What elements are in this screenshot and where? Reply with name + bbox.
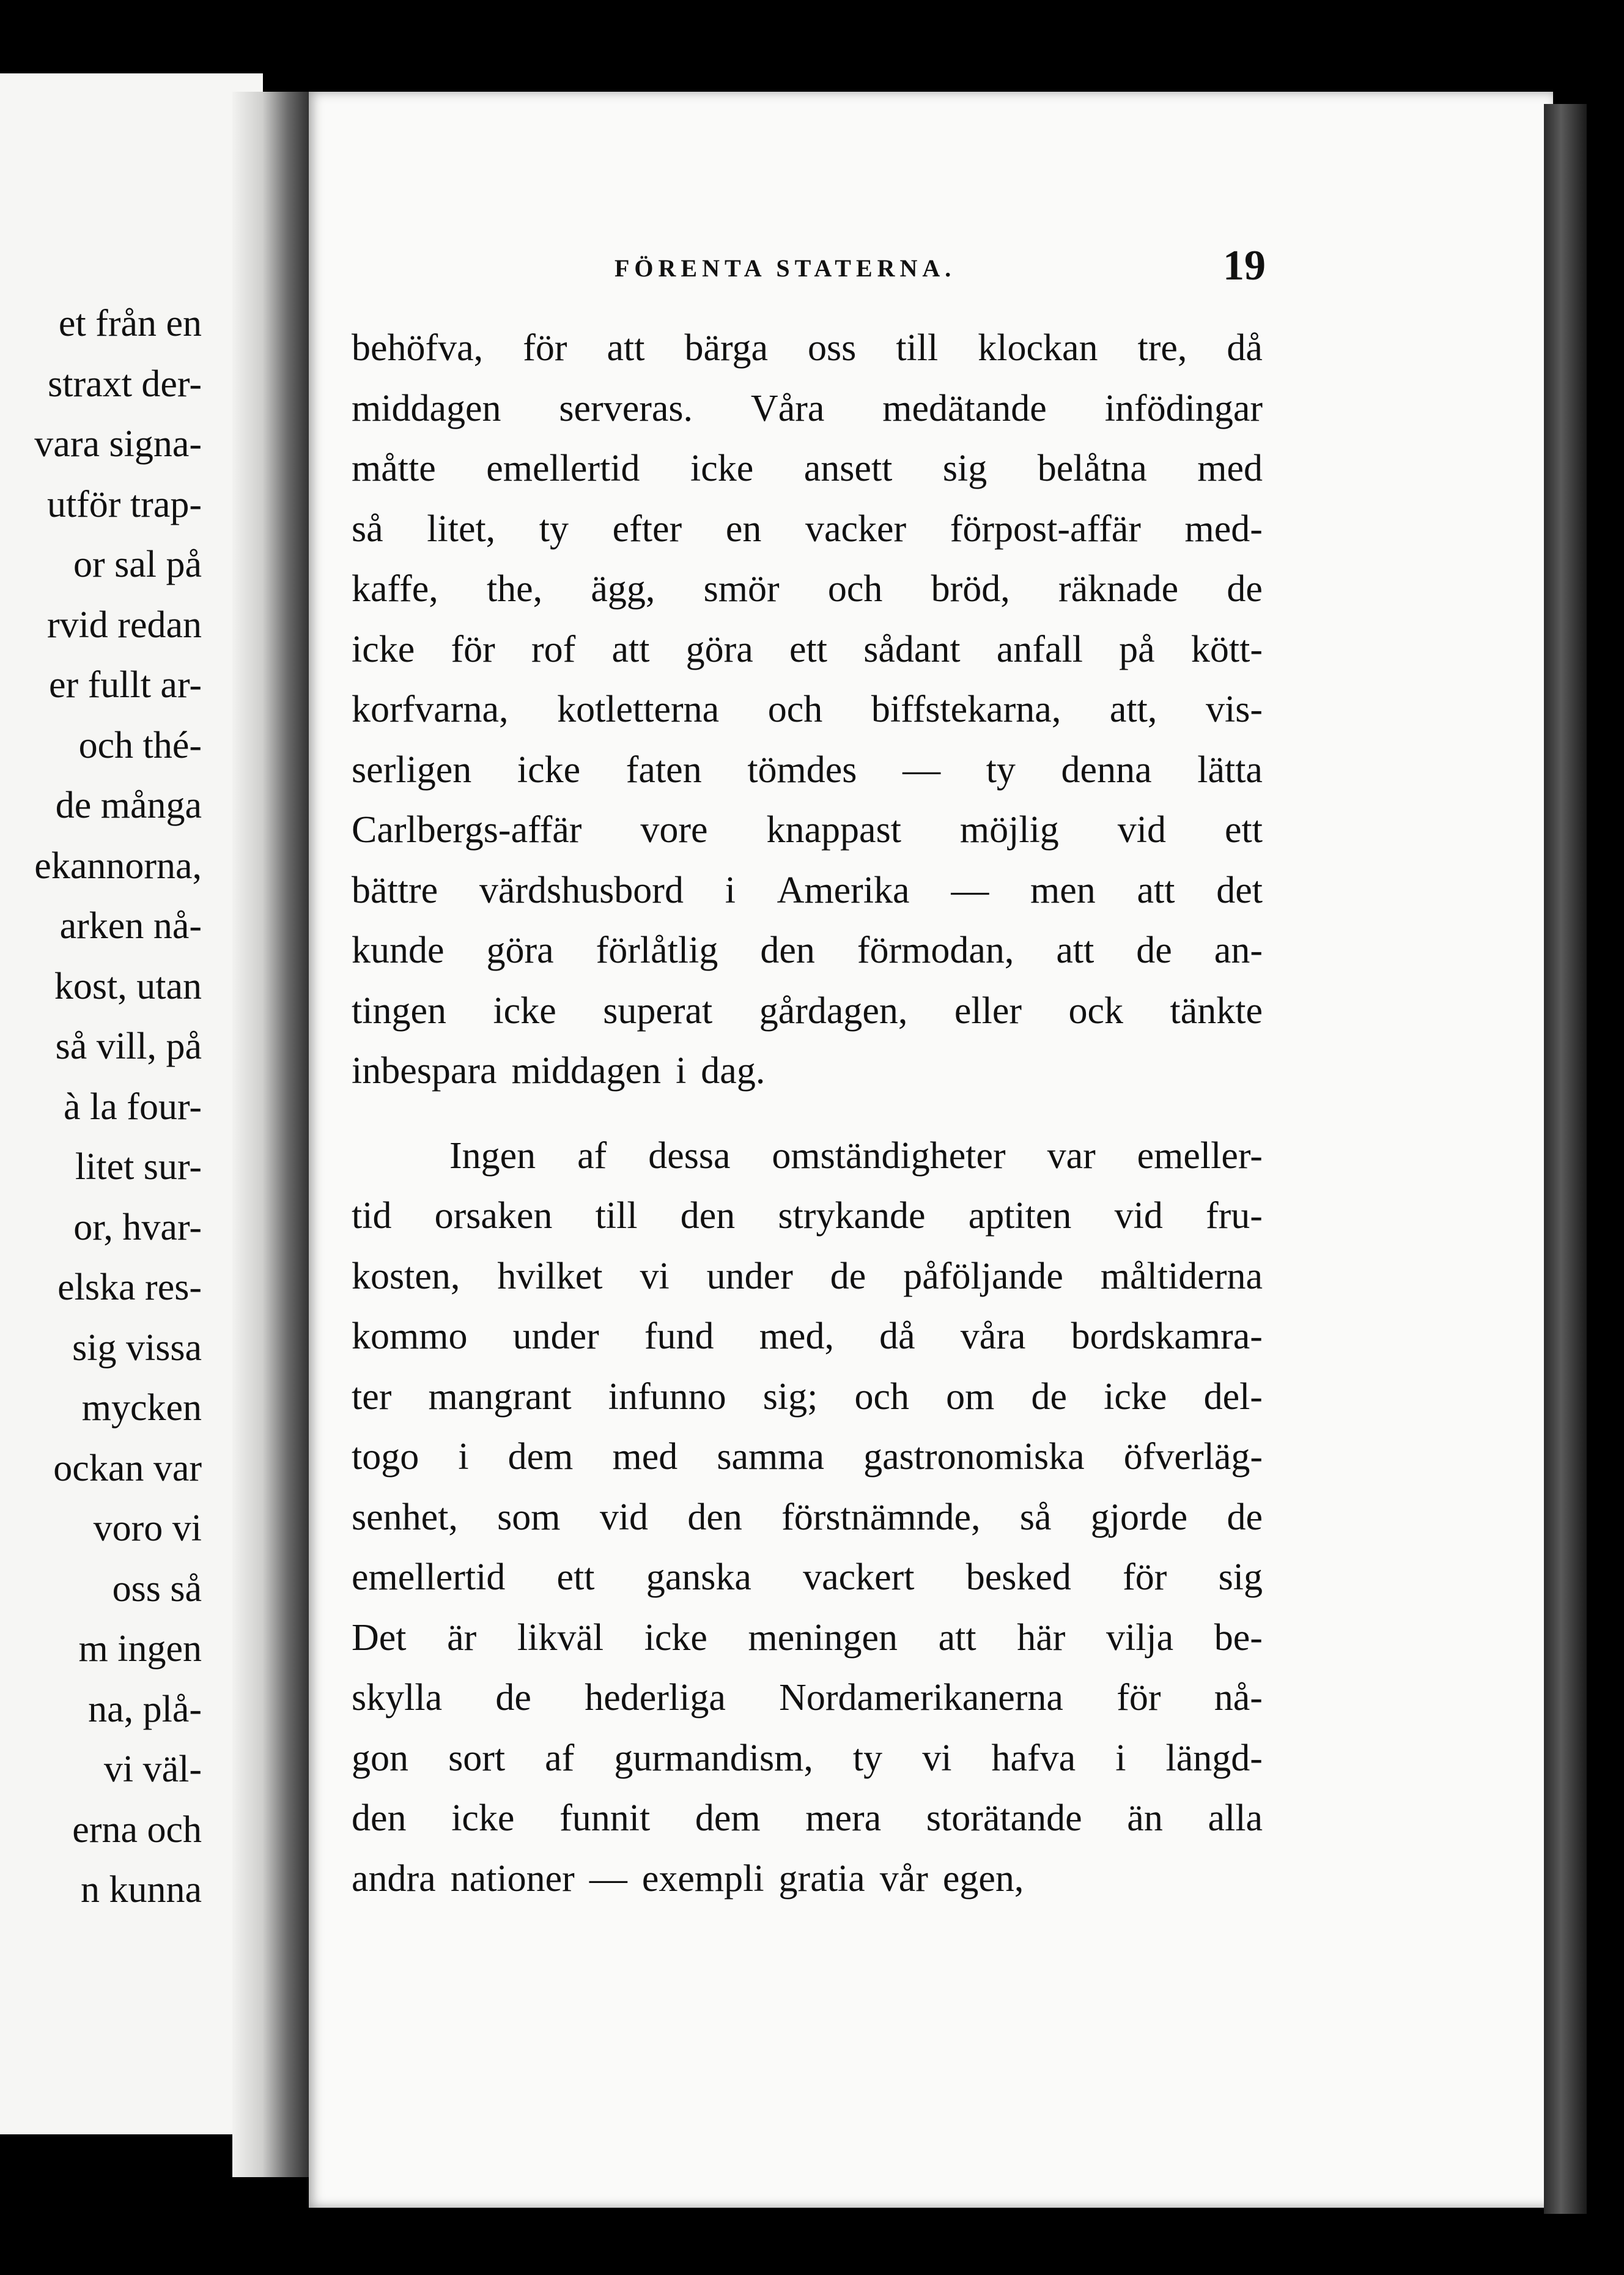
text-line: ter mangrant infunno sig; och om de icke del-	[352, 1375, 1263, 1418]
text-line: korfvarna, kotletterna och biffstekarna, att, vis-	[352, 689, 1263, 730]
text-line: kosten, hvilket vi under de påföljande måltiderna	[352, 1255, 1263, 1297]
left-page-line: vi väl-	[103, 1748, 202, 1790]
left-page-line: elska res-	[57, 1267, 202, 1308]
running-head: FÖRENTA STATERNA.	[615, 254, 956, 282]
left-page-line: så vill, på	[55, 1026, 202, 1067]
left-page-line: ekannorna,	[34, 845, 202, 887]
text-line: skylla de hederliga Nordamerikanerna för nå-	[352, 1677, 1263, 1718]
text-line: middagen serveras. Våra medätande infödingar	[352, 387, 1263, 429]
text-line: Det är likväl icke meningen att här vilja be-	[352, 1616, 1263, 1659]
text-line: den icke funnit dem mera storätande än alla	[352, 1797, 1263, 1839]
text-line: gon sort af gurmandism, ty vi hafva i längd-	[352, 1737, 1263, 1779]
left-page-line: or, hvar-	[73, 1206, 202, 1248]
left-page-line: er fullt ar-	[48, 664, 202, 706]
left-page-line: n kunna	[80, 1869, 202, 1911]
text-line: togo i dem med samma gastronomiska öfverläg-	[352, 1436, 1263, 1478]
left-page-line: sig vissa	[72, 1326, 202, 1369]
text-line: serligen icke faten tömdes — ty denna lätta	[352, 749, 1263, 791]
page-number: 19	[1223, 242, 1266, 289]
paragraph-1	[352, 318, 1263, 1101]
text-line: så litet, ty efter en vacker förpost-affär med-	[352, 508, 1263, 550]
text-line: icke för rof att göra ett sådant anfall på kött-	[352, 628, 1263, 670]
left-page-line: erna och	[72, 1808, 202, 1851]
text-line: senhet, som vid den förstnämnde, så gjorde de	[352, 1496, 1263, 1538]
left-page-line: na, plå-	[88, 1688, 202, 1730]
left-page-line: ockan var	[53, 1447, 202, 1489]
text-line: tingen icke superat gårdagen, eller ock tänkte	[352, 990, 1263, 1032]
text-line: tid orsaken till den strykande aptiten vid fru-	[352, 1195, 1263, 1237]
text-line: emellertid ett ganska vackert besked för sig	[352, 1556, 1263, 1598]
left-page-text	[0, 294, 202, 1920]
paragraph-2	[352, 1126, 1263, 1909]
left-page-line: de många	[55, 785, 202, 826]
left-page-line: straxt der-	[48, 363, 202, 405]
text-line: bättre värdshusbord i Amerika — men att det	[352, 869, 1263, 911]
left-page-line: utför trap-	[46, 483, 202, 525]
text-line: andra nationer — exempli gratia vår egen,	[352, 1857, 1024, 1900]
text-line: Carlbergs-affär vore knappast möjlig vid ett	[352, 809, 1263, 851]
text-line: Ingen af dessa omständigheter var emeller-	[449, 1134, 1263, 1177]
text-line: kunde göra förlåtlig den förmodan, att de an-	[352, 930, 1263, 971]
left-page-line: et från en	[58, 303, 202, 344]
left-page-line: kost, utan	[54, 965, 202, 1007]
left-page-line: mycken	[81, 1387, 202, 1429]
text-line: behöfva, för att bärga oss till klockan tre, då	[352, 327, 1263, 369]
left-page-line: och thé-	[78, 724, 202, 766]
left-page-line: à la four-	[64, 1086, 202, 1128]
left-page-line: or sal på	[73, 544, 202, 585]
page-edge	[1544, 104, 1587, 2214]
left-page-line: voro vi	[93, 1507, 202, 1549]
left-page-line: rvid redan	[46, 604, 202, 646]
text-line: kommo under fund med, då våra bordskamra-	[352, 1315, 1263, 1357]
left-page-line: litet sur-	[75, 1146, 202, 1188]
left-page-line: arken nå-	[59, 905, 202, 947]
text-line: kaffe, the, ägg, smör och bröd, räknade de	[352, 568, 1263, 610]
left-page-line: oss så	[112, 1567, 202, 1610]
body-text	[352, 318, 1263, 1909]
left-page-line: vara signa-	[34, 423, 202, 465]
text-line: måtte emellertid icke ansett sig belåtna med	[352, 448, 1263, 489]
left-page-line: m ingen	[78, 1628, 202, 1670]
book-gutter	[232, 92, 318, 2177]
text-line: inbespara middagen i dag.	[352, 1050, 766, 1092]
